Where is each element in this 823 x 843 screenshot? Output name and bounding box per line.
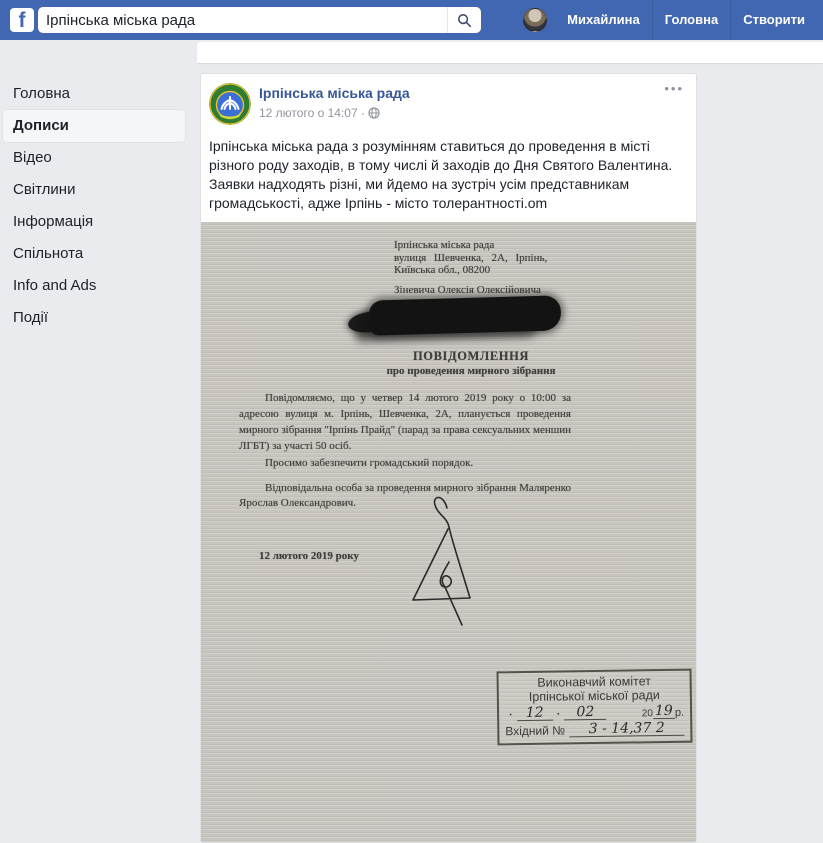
sidebar-item-community[interactable]: Спільнота (13, 245, 84, 262)
document-request-line: Просимо забезпечити громадський порядок. (265, 457, 474, 469)
sidebar-item-home[interactable]: Головна (13, 85, 70, 102)
page-sidebar (3, 78, 185, 334)
stamp-incoming-label: Вхідний № (505, 723, 566, 739)
nav-create-link[interactable]: Створити (743, 12, 805, 27)
post-card (200, 73, 697, 843)
navbar-right-group (523, 0, 817, 40)
stamp-incoming-number-handwritten: 3 - 14,37 2 (569, 722, 684, 738)
address-line: Київська обл., 08200 (394, 264, 491, 276)
incoming-registration-stamp (496, 669, 692, 746)
sidebar-item-info-and-ads[interactable]: Info and Ads (13, 277, 97, 294)
sidebar-item-photos[interactable]: Світлини (13, 181, 76, 198)
post-attachment-document-image[interactable] (201, 222, 696, 842)
post-timestamp[interactable] (259, 106, 686, 120)
search-box (38, 7, 481, 33)
previous-post-fragment (197, 42, 823, 63)
document-heading (321, 349, 621, 377)
nav-home-link[interactable]: Головна (664, 12, 719, 27)
document-addressee: Зіневича Олексія Олексійовича (394, 284, 541, 296)
stamp-date-row (505, 702, 685, 722)
post-options-icon[interactable]: ••• (664, 81, 684, 96)
stamp-year-handwritten: 19 (653, 705, 675, 719)
stamp-year-prefix: 20 (641, 708, 653, 720)
document-title: ПОВІДОМЛЕННЯ (412, 349, 530, 363)
irpin-coat-of-arms-icon (209, 83, 251, 125)
user-profile-link[interactable]: Михайлина (567, 12, 640, 27)
globe-privacy-icon (368, 107, 380, 119)
stamp-day-handwritten: 12 (517, 707, 553, 722)
post-header (201, 74, 696, 134)
handwritten-signature (404, 492, 499, 627)
document-body-paragraph: Повідомляємо, що у четвер 14 лютого 2019 року о 10:00 за адресою вулиця м. Ірпінь, Шевченка, 2А, планується проведення мирного зібрання "Ірпінь Прайд" (парад за права сексуальних меншин ЛГБТ) за участі 50 осіб. (239, 392, 571, 452)
search-button[interactable] (447, 7, 481, 33)
stamp-month-handwritten: 02 (564, 706, 606, 721)
post-text: Ірпінська міська рада з розумінням ставиться до проведення в місті різного роду заходів, в тому числі й заходів до Дня Святого Валентина. Заявки надходять різні, ми йдемо на зустріч усім представникам громадськості, адже Ірпінь - місто толерантності.om (209, 138, 673, 211)
sidebar-item-videos[interactable]: Відео (13, 149, 52, 166)
document-subtitle: про проведення мирного зібрання (386, 365, 556, 377)
stamp-year-suffix: р. (674, 706, 685, 719)
page-avatar[interactable] (209, 83, 251, 125)
document-responsible-person: Відповідальна особа за проведення мирного зібрання Маляренко Ярослав Олександрович. (239, 482, 571, 509)
sidebar-item-about[interactable]: Інформація (13, 213, 94, 230)
document-date: 12 лютого 2019 року (259, 550, 359, 562)
stamp-org-line2: Ірпінської міської ради (528, 688, 660, 704)
facebook-logo-icon[interactable]: f (10, 8, 34, 32)
redaction-marker-stroke (369, 295, 562, 335)
address-line: вулиця Шевченка, 2А, Ірпінь, (394, 251, 548, 264)
search-icon (457, 13, 472, 28)
sidebar-item-posts[interactable]: Дописи (3, 110, 185, 142)
sidebar-item-events[interactable]: Події (13, 309, 49, 326)
post-header-meta (259, 83, 686, 120)
top-navbar (0, 0, 823, 40)
page-name-link[interactable]: Ірпінська міська рада (259, 85, 410, 101)
stamp-incoming-row (505, 722, 684, 738)
stamp-org-line1: Виконавчий комітет (537, 674, 652, 690)
search-input[interactable] (38, 7, 447, 33)
stamp-dot: · (509, 709, 513, 722)
stamp-dot: · (556, 708, 561, 721)
user-avatar[interactable] (523, 8, 547, 32)
address-line: Ірпінська міська рада (394, 239, 495, 251)
document-recipient-address (394, 239, 624, 277)
timestamp-text: 12 лютого о 14:07 · (259, 106, 365, 120)
